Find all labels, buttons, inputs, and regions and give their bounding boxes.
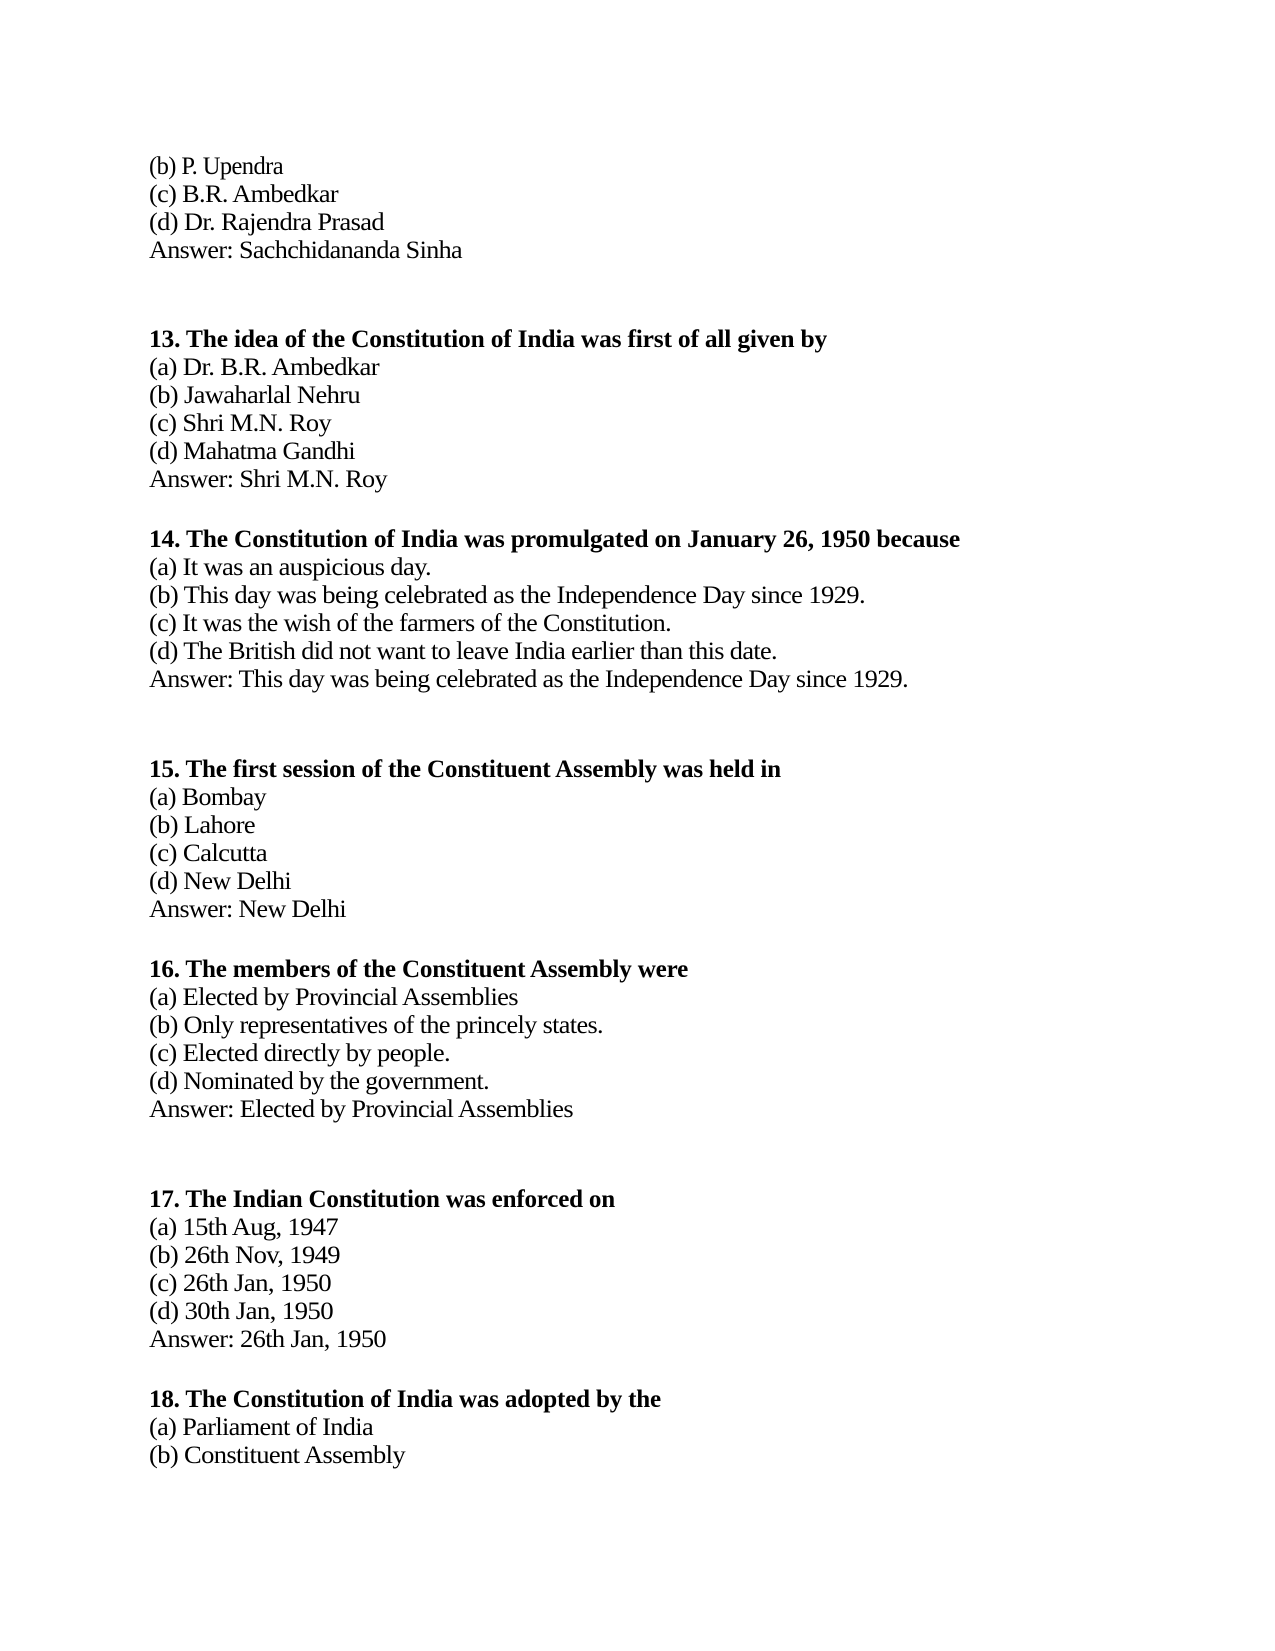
option-c: (c) Elected directly by people. [149,1040,450,1067]
option-a: (a) 15th Aug, 1947 [149,1214,338,1241]
option-d: (d) Mahatma Gandhi [149,438,355,465]
answer: Answer: New Delhi [149,896,346,923]
option-c: (c) B.R. Ambedkar [149,181,338,208]
answer: Answer: Sachchidananda Sinha [149,237,463,264]
option-b: (b) P. Upendra [149,153,283,180]
question-text: 14. The Constitution of India was promulgated on January 26, 1950 because [149,526,960,553]
question-text: 16. The members of the Constituent Assembly were [149,956,689,983]
option-a: (a) Parliament of India [149,1414,373,1441]
option-b: (b) Only representatives of the princely states. [149,1012,603,1039]
question-text: 17. The Indian Constitution was enforced on [149,1186,615,1213]
option-b: (b) 26th Nov, 1949 [149,1242,340,1269]
option-d: (d) Dr. Rajendra Prasad [149,209,385,236]
answer: Answer: This day was being celebrated as the Independence Day since 1929. [149,666,908,693]
option-a: (a) Dr. B.R. Ambedkar [149,354,380,381]
option-d: (d) Nominated by the government. [149,1068,490,1095]
option-b: (b) Lahore [149,812,256,839]
option-b: (b) Jawaharlal Nehru [149,382,360,409]
option-c: (c) 26th Jan, 1950 [149,1270,332,1297]
option-c: (c) Calcutta [149,840,268,867]
option-c: (c) It was the wish of the farmers of the Constitution. [149,610,672,637]
answer: Answer: 26th Jan, 1950 [149,1326,386,1353]
answer: Answer: Elected by Provincial Assemblies [149,1096,573,1123]
answer: Answer: Shri M.N. Roy [149,466,388,493]
option-d: (d) New Delhi [149,868,292,895]
question-text: 15. The first session of the Constituent Assembly was held in [149,756,781,783]
option-a: (a) Elected by Provincial Assemblies [149,984,518,1011]
option-a: (a) Bombay [149,784,267,811]
option-d: (d) 30th Jan, 1950 [149,1298,333,1325]
option-d: (d) The British did not want to leave India earlier than this date. [149,638,778,665]
option-b: (b) Constituent Assembly [149,1442,406,1469]
option-c: (c) Shri M.N. Roy [149,410,332,437]
option-a: (a) It was an auspicious day. [149,554,431,581]
question-text: 13. The idea of the Constitution of India was first of all given by [149,326,828,353]
option-b: (b) This day was being celebrated as the Independence Day since 1929. [149,582,865,609]
question-text: 18. The Constitution of India was adopted by the [149,1386,661,1413]
